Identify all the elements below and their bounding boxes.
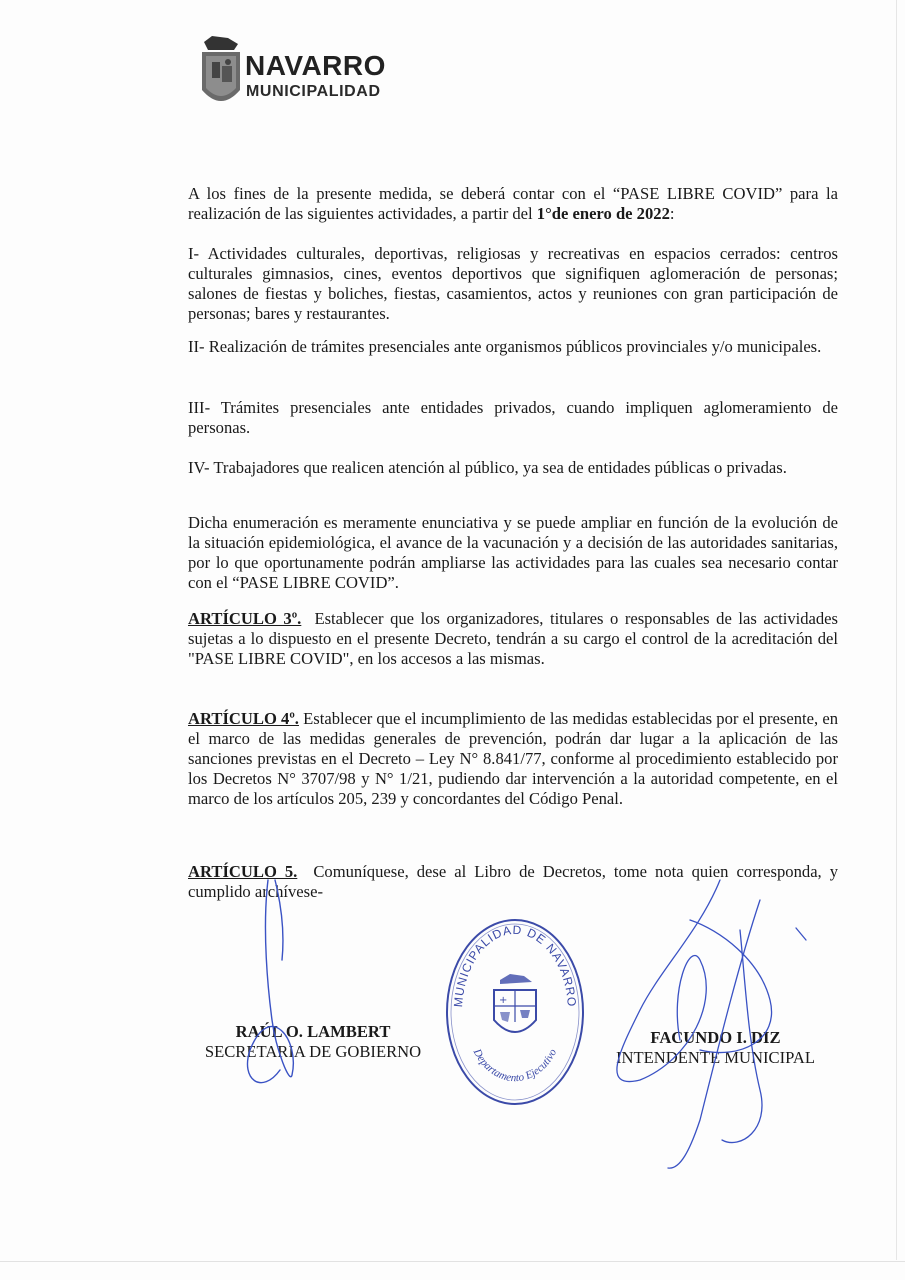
signatory-left-title: SECRETARIA DE GOBIERNO — [204, 1042, 422, 1061]
intro-text: A los fines de la presente medida, se deberá contar con el “PASE LIBRE COVID” para la realización de las siguientes actividades, a partir del — [188, 184, 838, 223]
municipal-stamp — [440, 912, 590, 1112]
article-4-label: ARTÍCULO 4º. — [188, 709, 299, 728]
brand-name: NAVARRO — [245, 50, 386, 81]
signature-block-right — [608, 1028, 823, 1068]
signatory-right-title: INTENDENTE MUNICIPAL — [616, 1048, 815, 1067]
brand-subtitle: MUNICIPALIDAD — [246, 83, 381, 100]
article-4 — [188, 709, 838, 809]
article-3 — [188, 609, 838, 669]
signatory-right-name: FACUNDO I. DIZ — [650, 1028, 781, 1047]
intro-date: 1°de enero de 2022 — [536, 204, 670, 223]
list-item-4: IV- Trabajadores que realicen atención al público, ya sea de entidades públicas o privadas. — [188, 458, 787, 477]
list-item-1: I- Actividades culturales, deportivas, religiosas y recreativas en espacios cerrados: centros culturales gimnasios, cines, eventos deportivos que signifiquen aglomeración de personas; salones de fiestas y boliches, fiestas, casamientos, actos y reuniones con gran participación de personas; bares y restaurantes. — [188, 244, 838, 323]
signatory-left-name: RAÚL O. LAMBERT — [235, 1022, 391, 1041]
list-item-2: II- Realización de trámites presenciales ante organismos públicos provinciales y/o municipales. — [188, 337, 822, 356]
page-edge-bottom — [0, 1261, 905, 1262]
article-3-label: ARTÍCULO 3º. — [188, 609, 302, 628]
page-edge-right — [896, 0, 897, 1260]
list-item-3: III- Trámites presenciales ante entidades privados, cuando impliquen aglomeramiento de personas. — [188, 398, 838, 437]
letterhead — [198, 32, 438, 112]
article-4-text: Establecer que el incumplimiento de las medidas establecidas por el presente, en el marco de las medidas generales de prevención, podrán dar lugar a la aplicación de las sanciones previstas en el Decreto – Ley N° 8.841/77, conforme al procedimiento establecido por los Decretos N° 3707/98 y N° 1/21, pudiendo dar intervención a la autoridad competente, en el marco de los artículos 205, 239 y concordantes del Código Penal. — [188, 709, 839, 808]
svg-text:Departamento Ejecutivo — [470, 1046, 559, 1084]
note-paragraph: Dicha enumeración es meramente enunciativa y se puede ampliar en función de la evolución de la situación epidemiológica, el avance de la vacunación y a decisión de las autoridades sanitarias, por lo que oportunamente podrán ampliarse las actividades para las cuales sea necesario contar con el “PASE LIBRE COVID”. — [188, 513, 838, 592]
stamp-top-text: MUNICIPALIDAD DE NAVARRO — [450, 922, 579, 1008]
article-3-text: Establecer que los organizadores, titulares o responsables de las actividades sujetas a lo dispuesto en el presente Decreto, tendrán a su cargo el control de la acreditación del "PASE LIBRE COVID", en los accesos a las mismas. — [188, 609, 839, 668]
intro-paragraph — [188, 184, 838, 224]
stamp-shield-icon — [494, 974, 536, 1032]
article-5-label: ARTÍCULO 5. — [188, 862, 298, 881]
article-5 — [188, 862, 838, 902]
stamp-bottom-text: Departamento Ejecutivo — [470, 1046, 560, 1085]
signature-block-left — [188, 1022, 438, 1062]
svg-text:+: + — [499, 995, 508, 1006]
intro-end: : — [669, 204, 675, 223]
article-5-text: Comuníquese, dese al Libro de Decretos, tome nota quien corresponda, y cumplido archívese- — [188, 862, 839, 901]
signature-right-scribble — [617, 880, 806, 1168]
navarro-shield-icon — [198, 32, 244, 112]
